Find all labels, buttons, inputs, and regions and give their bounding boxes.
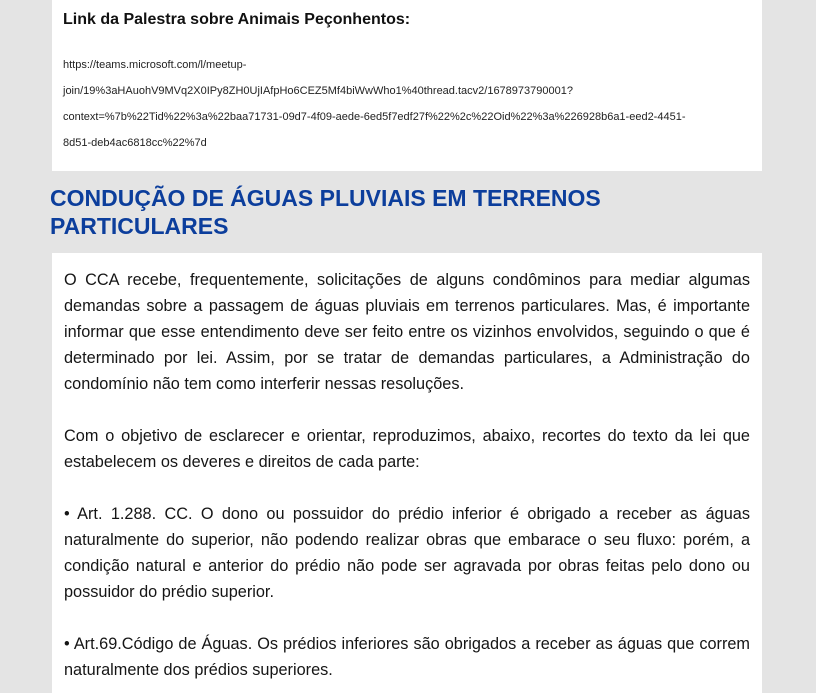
lecture-link-line[interactable]: context=%7b%22Tid%22%3a%22baa71731-09d7-4f09-aede-6ed5f7edf27f%22%2c%22Oid%22%3a%226928b6a1-eed2-4451- xyxy=(63,111,686,123)
article-paragraph-art-69: • Art.69.Código de Águas. Os prédios inferiores são obrigados a receber as águas que correm naturalmente dos prédios superiores. xyxy=(64,635,750,679)
lecture-card xyxy=(52,0,762,171)
lecture-link[interactable] xyxy=(63,52,750,156)
lecture-link-line[interactable]: join/19%3aHAuohV9MVq2X0IPy8ZH0UjIAfpHo6CEZ5Mf4biWwWho1%40thread.tacv2/1678973790001? xyxy=(63,85,573,97)
lecture-title: Link da Palestra sobre Animais Peçonhentos: xyxy=(63,11,411,28)
lecture-link-line[interactable]: 8d51-deb4ac6818cc%22%7d xyxy=(63,137,207,149)
article-card xyxy=(52,253,762,693)
article-paragraph-art-1288: • Art. 1.288. CC. O dono ou possuidor do prédio inferior é obrigado a receber as águas naturalmente do superior, não podendo realizar obras que embarace o seu fluxo: porém, a condição natural e anterior do prédio não pode ser agravada por obras feitas pelo dono ou possuidor do prédio superior. xyxy=(64,505,750,601)
article-paragraph-objective: Com o objetivo de esclarecer e orientar, reproduzimos, abaixo, recortes do texto da lei que estabelecem os deveres e direitos de cada parte: xyxy=(64,427,750,471)
section-heading: CONDUÇÃO DE ÁGUAS PLUVIAIS EM TERRENOS PARTICULARES xyxy=(50,185,601,239)
article-paragraph-intro: O CCA recebe, frequentemente, solicitações de alguns condôminos para mediar algumas demandas sobre a passagem de águas pluviais em terrenos particulares. Mas, é importante informar que esse entendimento deve ser feito entre os vizinhos envolvidos, seguindo o que é determinado por lei. Assim, por se tratar de demandas particulares, a Administração do condomínio não tem como interferir nessas resoluções. xyxy=(64,271,750,393)
lecture-link-line[interactable]: https://teams.microsoft.com/l/meetup- xyxy=(63,59,247,71)
